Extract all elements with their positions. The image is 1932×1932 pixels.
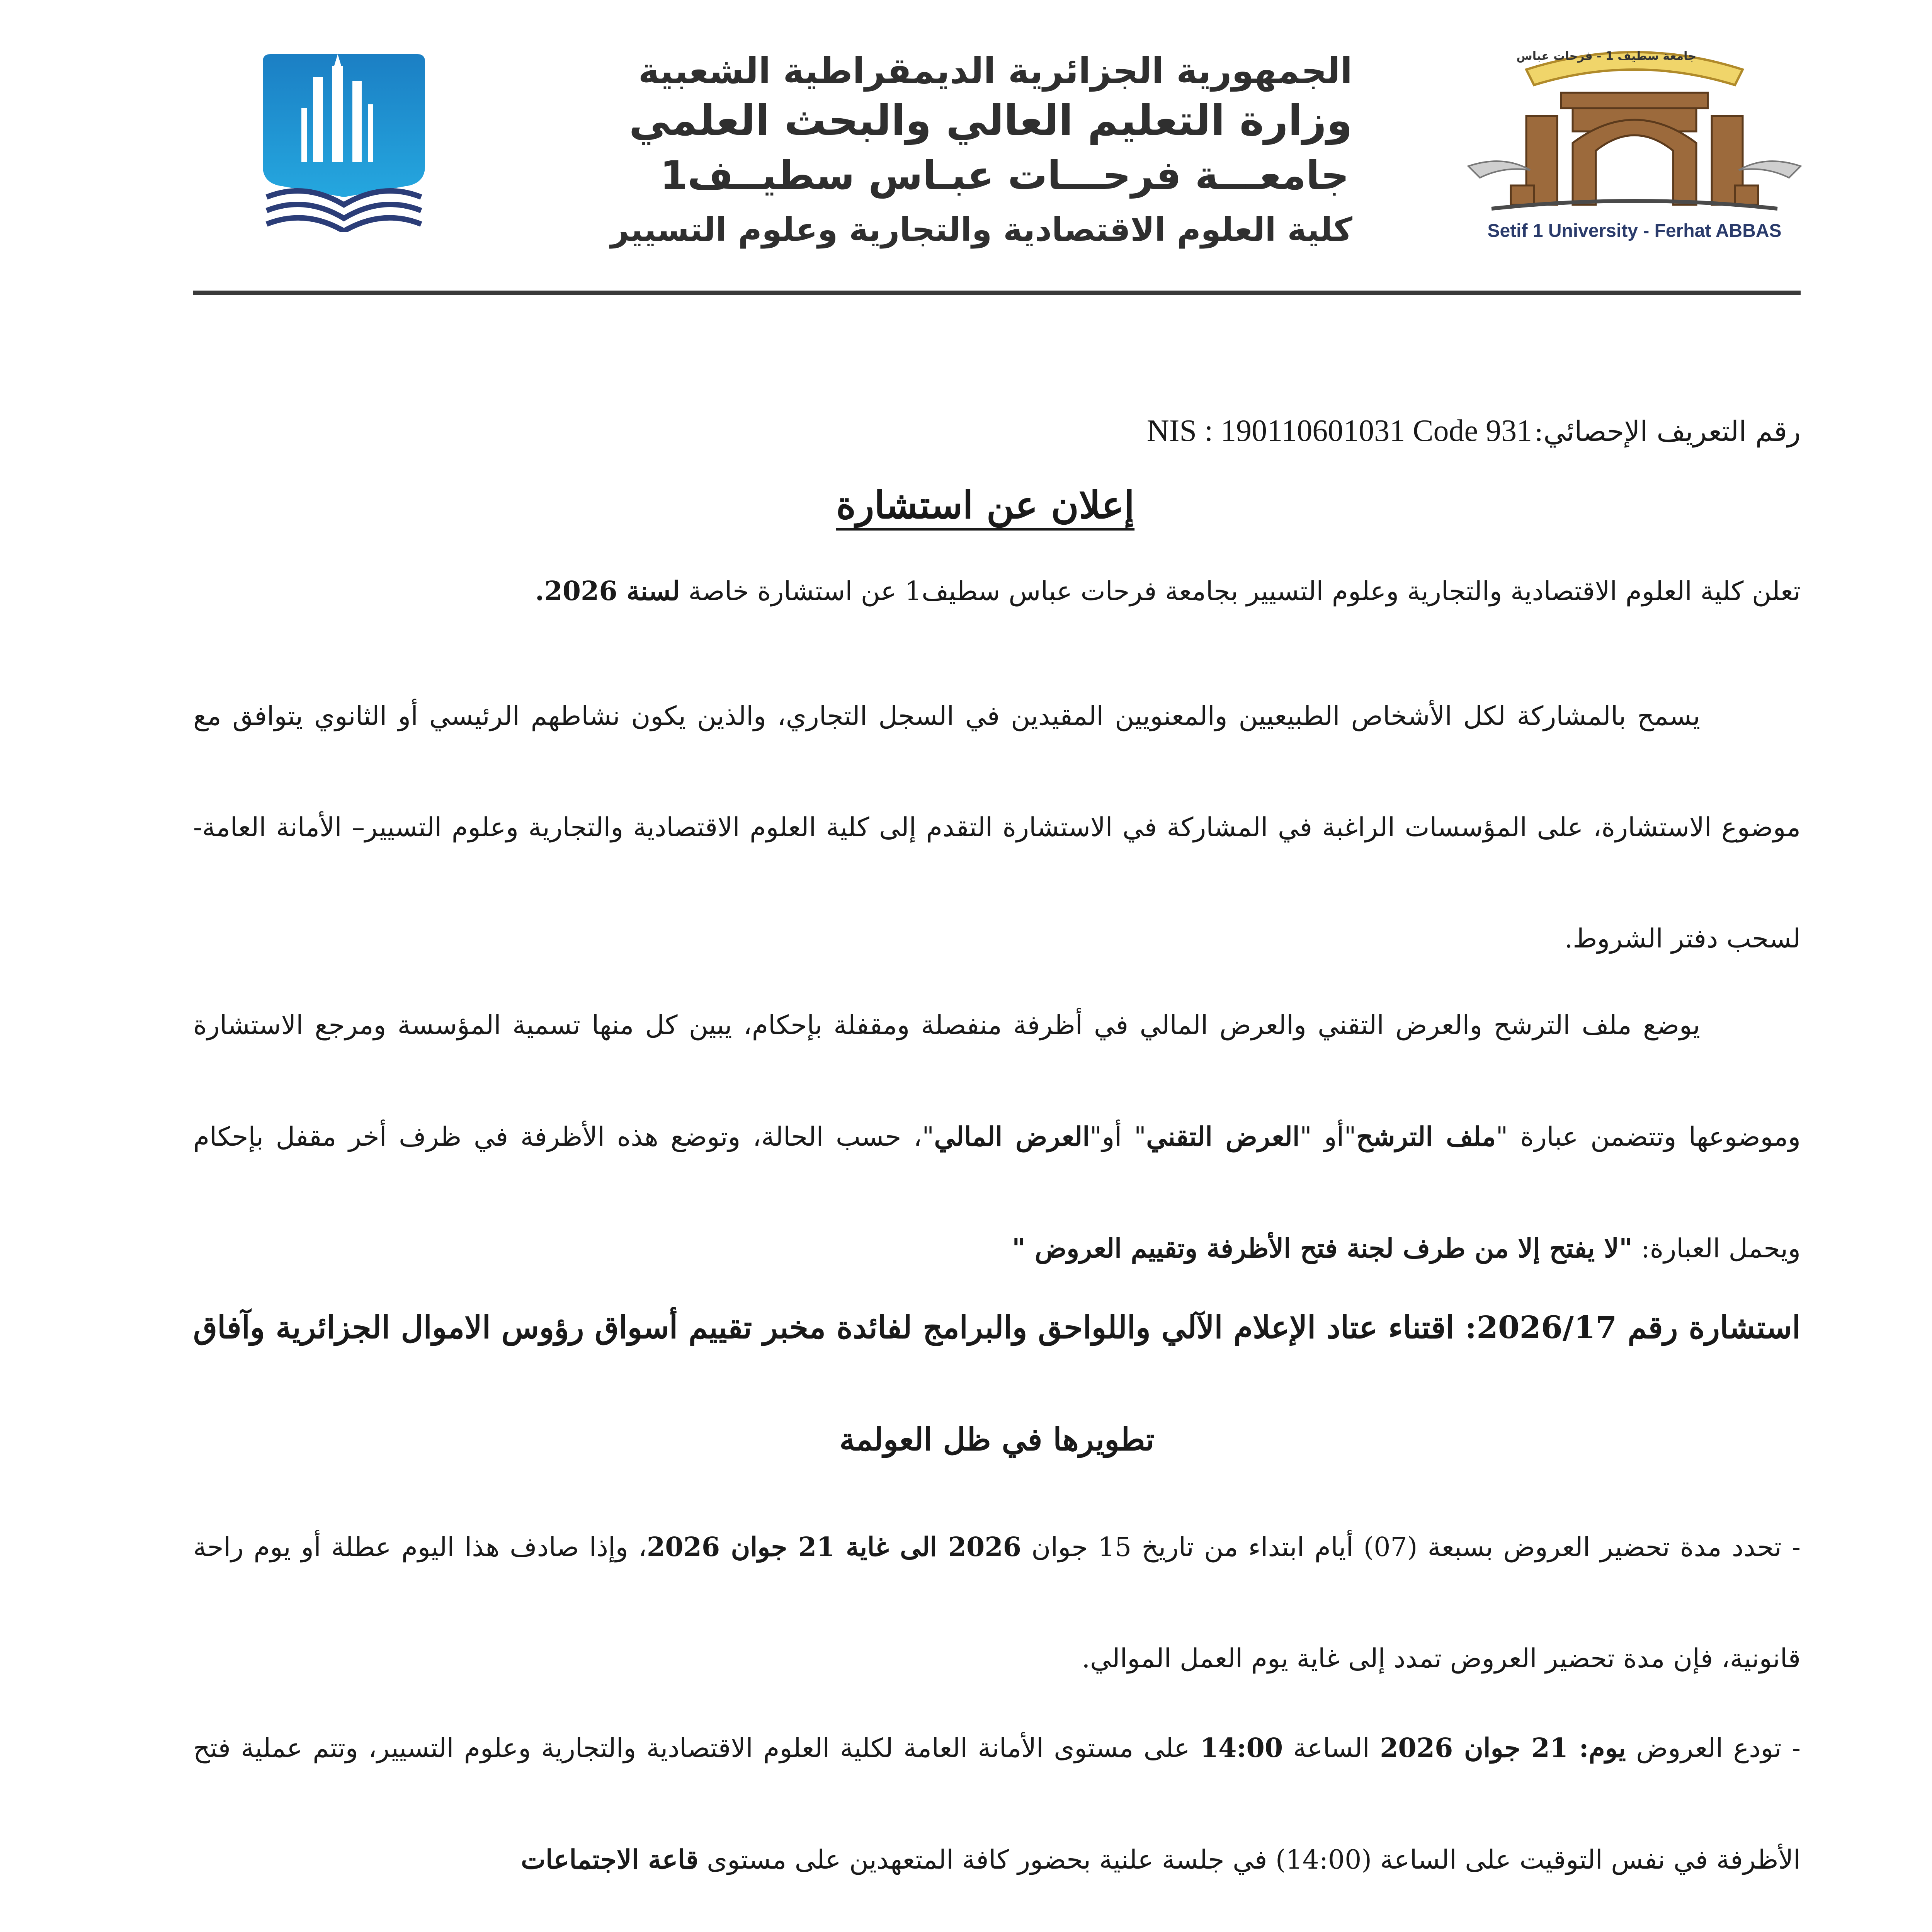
nis-label: رقم التعريف الإحصائي: <box>1534 415 1801 447</box>
deposit-text-1: - تودع العروض <box>1626 1733 1801 1764</box>
envelope-text-4: "، حسب الحالة، وتوضع هذه الأظرفة في ظرف أخر مقفل بإحكام ويحمل العبارة: <box>193 1122 1801 1264</box>
setif-university-logo <box>1445 39 1824 255</box>
faculty-name: كلية العلوم الاقتصادية والتجارية وعلوم التسيير <box>610 211 1352 248</box>
intro-text: تعلن كلية العلوم الاقتصادية والتجارية وعلوم التسيير بجامعة فرحات عباس سطيف1 عن استشارة خاصة <box>688 576 1801 607</box>
ministry-name: وزارة التعليم العالي والبحث العلمي <box>629 97 1352 145</box>
envelope-label-financial: العرض المالي <box>934 1121 1090 1152</box>
republic-name: الجمهورية الجزائرية الديمقراطية الشعبية <box>638 50 1352 92</box>
envelope-outer-phrase: "لا يفتح إلا من طرف لجنة فتح الأظرفة وتقييم العروض " <box>1012 1233 1633 1264</box>
deposit-paragraph <box>193 1692 1801 1916</box>
header <box>0 0 1932 301</box>
header-divider <box>193 291 1801 295</box>
deposit-time: 14:00 <box>1200 1733 1283 1764</box>
consultation-heading: استشارة رقم 2026/17: اقتناء عتاد الإعلام الآلي واللواحق والبرامج لفائدة مخبر تقييم أسواق رؤوس الاموال الجزائرية وآفاق تطويرها في ظل العولمة <box>193 1309 1801 1458</box>
intro-paragraph <box>193 576 1801 607</box>
nis-value: NIS : 190110601031 Code 931 <box>1147 414 1532 448</box>
duration-text-2: ، وإذا صادف هذا اليوم عطلة أو يوم راحة قانونية، فإن مدة تحضير العروض تمدد إلى غاية يوم العمل الموالي. <box>193 1532 1801 1674</box>
eligibility-paragraph: يسمح بالمشاركة لكل الأشخاص الطبيعيين والمعنويين المقيدين في السجل التجاري، والذين يكون نشاطهم الرئيسي أو الثانوي يتوافق مع موضوع الاستشارة، على المؤسسات الراغبة في المشاركة في الاستشارة التقدم إلى كلية العلوم الاقتصادية والتجارية وعلوم التسيير– الأمانة العامة- لسحب دفتر الشروط. <box>193 701 1801 954</box>
deposit-text-2: الساعة <box>1283 1733 1380 1764</box>
duration-dates: 2026 الى غاية 21 جوان 2026 <box>646 1532 1021 1563</box>
envelope-text-2: "أو " <box>1299 1122 1356 1152</box>
university-book-logo <box>255 50 433 232</box>
logo-banner-text: جامعة سطيف 1 - فرحات عباس <box>1516 49 1696 63</box>
envelope-label-technical: العرض التقني <box>1146 1121 1300 1152</box>
envelope-text-3: " أو" <box>1090 1122 1146 1152</box>
envelope-text-1: يوضع ملف الترشح والعرض التقني والعرض المالي في أظرفة منفصلة ومقفلة بإحكام، يبين كل منها تسمية المؤسسة ومرجع الاستشارة وموضوعها وتتضمن عبارة " <box>193 1010 1801 1152</box>
nis-line <box>773 413 1801 449</box>
duration-text-1: - تحدد مدة تحضير العروض بسبعة (07) أيام ابتداء من تاريخ 15 جوان <box>1021 1532 1801 1563</box>
intro-year: لسنة 2026. <box>535 576 680 607</box>
deposit-date: يوم: 21 جوان 2026 <box>1380 1733 1626 1764</box>
envelope-paragraph <box>193 970 1801 1304</box>
deposit-room: قاعة الاجتماعات <box>520 1844 699 1875</box>
announcement-title: إعلان عن استشارة <box>836 483 1135 527</box>
duration-paragraph <box>193 1492 1801 1714</box>
logo-caption: Setif 1 University - Ferhat ABBAS <box>1487 221 1782 241</box>
envelope-label-candidacy: ملف الترشح <box>1356 1121 1496 1152</box>
deposit-text-3: على مستوى الأمانة العامة لكلية العلوم الاقتصادية والتجارية وعلوم التسيير، وتتم عملية فتح الأظرفة في نفس التوقيت على الساعة (14:00) في جلسة علنية بحضور كافة المتعهدين على مستوى <box>193 1733 1801 1875</box>
university-name: جامعـــة فرحـــات عبـاس سطيــف1 <box>660 153 1349 199</box>
